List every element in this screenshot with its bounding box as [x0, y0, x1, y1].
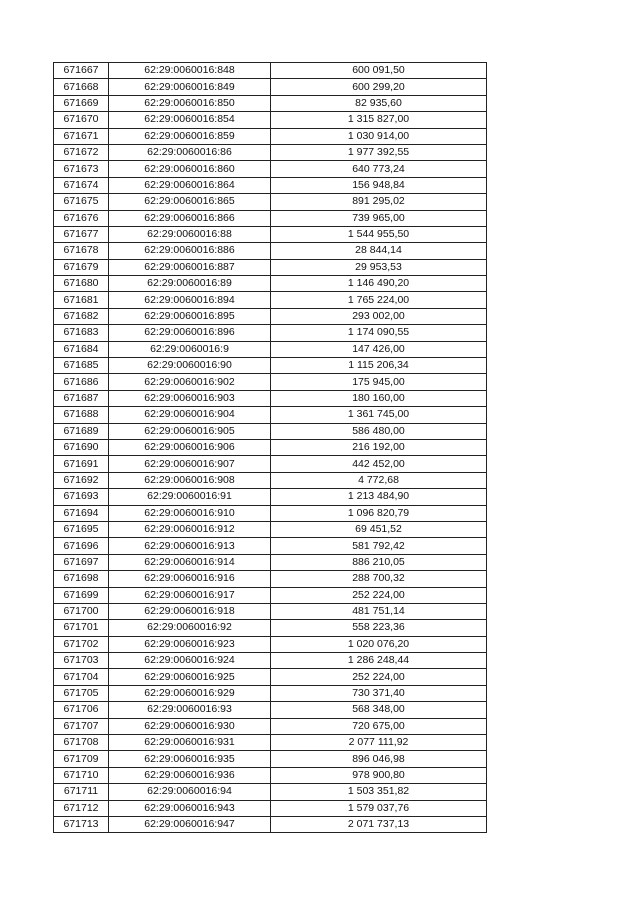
table-row	[54, 653, 487, 669]
cadastral-number-cell: 62:29:0060016:848	[109, 63, 271, 79]
row-number-cell: 671692	[54, 472, 109, 488]
table-row	[54, 784, 487, 800]
cadastral-number-cell: 62:29:0060016:906	[109, 439, 271, 455]
cadastral-number-cell: 62:29:0060016:902	[109, 374, 271, 390]
table-row	[54, 439, 487, 455]
row-number-cell: 671671	[54, 128, 109, 144]
table-row	[54, 521, 487, 537]
table-row	[54, 816, 487, 832]
table-row	[54, 407, 487, 423]
cadastral-number-cell: 62:29:0060016:854	[109, 112, 271, 128]
table-row	[54, 308, 487, 324]
cadastral-value-cell: 558 223,36	[271, 620, 487, 636]
row-number-cell: 671687	[54, 390, 109, 406]
row-number-cell: 671695	[54, 521, 109, 537]
cadastral-number-cell: 62:29:0060016:9	[109, 341, 271, 357]
row-number-cell: 671677	[54, 226, 109, 242]
table-row	[54, 735, 487, 751]
table-row	[54, 325, 487, 341]
table-row	[54, 702, 487, 718]
table-row	[54, 210, 487, 226]
cadastral-value-cell: 1 503 351,82	[271, 784, 487, 800]
table-row	[54, 505, 487, 521]
cadastral-value-cell: 1 174 090,55	[271, 325, 487, 341]
row-number-cell: 671679	[54, 259, 109, 275]
row-number-cell: 671705	[54, 685, 109, 701]
cadastral-value-cell: 481 751,14	[271, 603, 487, 619]
cadastral-value-cell: 1 146 490,20	[271, 276, 487, 292]
cadastral-number-cell: 62:29:0060016:866	[109, 210, 271, 226]
cadastral-value-cell: 28 844,14	[271, 243, 487, 259]
cadastral-number-cell: 62:29:0060016:859	[109, 128, 271, 144]
cadastral-value-cell: 586 480,00	[271, 423, 487, 439]
cadastral-number-cell: 62:29:0060016:908	[109, 472, 271, 488]
row-number-cell: 671703	[54, 653, 109, 669]
cadastral-value-cell: 156 948,84	[271, 177, 487, 193]
table-row	[54, 341, 487, 357]
cadastral-number-cell: 62:29:0060016:935	[109, 751, 271, 767]
cadastral-number-cell: 62:29:0060016:924	[109, 653, 271, 669]
cadastral-number-cell: 62:29:0060016:929	[109, 685, 271, 701]
row-number-cell: 671675	[54, 194, 109, 210]
table-row	[54, 79, 487, 95]
cadastral-number-cell: 62:29:0060016:918	[109, 603, 271, 619]
cadastral-number-cell: 62:29:0060016:850	[109, 95, 271, 111]
cadastral-number-cell: 62:29:0060016:910	[109, 505, 271, 521]
table-row	[54, 423, 487, 439]
cadastral-value-cell: 1 096 820,79	[271, 505, 487, 521]
table-row	[54, 456, 487, 472]
row-number-cell: 671707	[54, 718, 109, 734]
row-number-cell: 671676	[54, 210, 109, 226]
table-row	[54, 800, 487, 816]
cadastral-value-cell: 442 452,00	[271, 456, 487, 472]
table-row	[54, 489, 487, 505]
row-number-cell: 671674	[54, 177, 109, 193]
row-number-cell: 671712	[54, 800, 109, 816]
cadastral-value-cell: 1 286 248,44	[271, 653, 487, 669]
cadastral-number-cell: 62:29:0060016:905	[109, 423, 271, 439]
cadastral-number-cell: 62:29:0060016:90	[109, 358, 271, 374]
table-row	[54, 177, 487, 193]
row-number-cell: 671691	[54, 456, 109, 472]
table-row	[54, 554, 487, 570]
table-row	[54, 472, 487, 488]
cadastral-value-cell: 252 224,00	[271, 669, 487, 685]
cadastral-number-cell: 62:29:0060016:89	[109, 276, 271, 292]
cadastral-number-cell: 62:29:0060016:894	[109, 292, 271, 308]
cadastral-value-cell: 600 091,50	[271, 63, 487, 79]
row-number-cell: 671701	[54, 620, 109, 636]
cadastral-value-table	[53, 62, 487, 833]
row-number-cell: 671698	[54, 571, 109, 587]
cadastral-value-cell: 600 299,20	[271, 79, 487, 95]
cadastral-value-cell: 1 579 037,76	[271, 800, 487, 816]
table-row	[54, 571, 487, 587]
cadastral-value-cell: 568 348,00	[271, 702, 487, 718]
cadastral-number-cell: 62:29:0060016:907	[109, 456, 271, 472]
table-row	[54, 194, 487, 210]
row-number-cell: 671680	[54, 276, 109, 292]
table-row	[54, 374, 487, 390]
table-row	[54, 390, 487, 406]
table-row	[54, 718, 487, 734]
cadastral-value-cell: 581 792,42	[271, 538, 487, 554]
cadastral-number-cell: 62:29:0060016:936	[109, 767, 271, 783]
row-number-cell: 671704	[54, 669, 109, 685]
row-number-cell: 671669	[54, 95, 109, 111]
cadastral-value-cell: 720 675,00	[271, 718, 487, 734]
cadastral-number-cell: 62:29:0060016:92	[109, 620, 271, 636]
table-row	[54, 63, 487, 79]
row-number-cell: 671699	[54, 587, 109, 603]
row-number-cell: 671682	[54, 308, 109, 324]
cadastral-value-cell: 147 426,00	[271, 341, 487, 357]
row-number-cell: 671686	[54, 374, 109, 390]
document-sheet	[53, 62, 487, 833]
row-number-cell: 671710	[54, 767, 109, 783]
cadastral-value-cell: 1 977 392,55	[271, 144, 487, 160]
row-number-cell: 671683	[54, 325, 109, 341]
cadastral-value-cell: 252 224,00	[271, 587, 487, 603]
cadastral-value-cell: 886 210,05	[271, 554, 487, 570]
row-number-cell: 671697	[54, 554, 109, 570]
cadastral-number-cell: 62:29:0060016:904	[109, 407, 271, 423]
cadastral-number-cell: 62:29:0060016:917	[109, 587, 271, 603]
cadastral-value-cell: 730 371,40	[271, 685, 487, 701]
cadastral-value-cell: 1 020 076,20	[271, 636, 487, 652]
cadastral-number-cell: 62:29:0060016:903	[109, 390, 271, 406]
row-number-cell: 671700	[54, 603, 109, 619]
row-number-cell: 671684	[54, 341, 109, 357]
cadastral-value-cell: 1 213 484,90	[271, 489, 487, 505]
cadastral-number-cell: 62:29:0060016:860	[109, 161, 271, 177]
cadastral-number-cell: 62:29:0060016:912	[109, 521, 271, 537]
table-row	[54, 636, 487, 652]
cadastral-value-cell: 896 046,98	[271, 751, 487, 767]
cadastral-value-cell: 1 030 914,00	[271, 128, 487, 144]
row-number-cell: 671690	[54, 439, 109, 455]
table-row	[54, 161, 487, 177]
row-number-cell: 671673	[54, 161, 109, 177]
table-row	[54, 243, 487, 259]
row-number-cell: 671681	[54, 292, 109, 308]
cadastral-number-cell: 62:29:0060016:849	[109, 79, 271, 95]
table-row	[54, 259, 487, 275]
cadastral-value-cell: 82 935,60	[271, 95, 487, 111]
table-row	[54, 144, 487, 160]
table-row	[54, 685, 487, 701]
cadastral-value-cell: 29 953,53	[271, 259, 487, 275]
cadastral-number-cell: 62:29:0060016:864	[109, 177, 271, 193]
table-row	[54, 112, 487, 128]
row-number-cell: 671694	[54, 505, 109, 521]
row-number-cell: 671696	[54, 538, 109, 554]
row-number-cell: 671713	[54, 816, 109, 832]
cadastral-number-cell: 62:29:0060016:913	[109, 538, 271, 554]
cadastral-number-cell: 62:29:0060016:931	[109, 735, 271, 751]
table-row	[54, 767, 487, 783]
cadastral-value-cell: 739 965,00	[271, 210, 487, 226]
cadastral-value-cell: 640 773,24	[271, 161, 487, 177]
cadastral-number-cell: 62:29:0060016:91	[109, 489, 271, 505]
cadastral-number-cell: 62:29:0060016:86	[109, 144, 271, 160]
row-number-cell: 671689	[54, 423, 109, 439]
cadastral-number-cell: 62:29:0060016:916	[109, 571, 271, 587]
cadastral-number-cell: 62:29:0060016:93	[109, 702, 271, 718]
cadastral-value-cell: 4 772,68	[271, 472, 487, 488]
table-body	[54, 63, 487, 833]
cadastral-value-cell: 2 071 737,13	[271, 816, 487, 832]
table-row	[54, 587, 487, 603]
cadastral-value-cell: 1 361 745,00	[271, 407, 487, 423]
cadastral-number-cell: 62:29:0060016:947	[109, 816, 271, 832]
table-row	[54, 538, 487, 554]
cadastral-value-cell: 1 315 827,00	[271, 112, 487, 128]
cadastral-value-cell: 1 765 224,00	[271, 292, 487, 308]
cadastral-value-cell: 891 295,02	[271, 194, 487, 210]
cadastral-number-cell: 62:29:0060016:865	[109, 194, 271, 210]
cadastral-number-cell: 62:29:0060016:896	[109, 325, 271, 341]
cadastral-value-cell: 288 700,32	[271, 571, 487, 587]
cadastral-value-cell: 1 544 955,50	[271, 226, 487, 242]
row-number-cell: 671678	[54, 243, 109, 259]
row-number-cell: 671667	[54, 63, 109, 79]
cadastral-number-cell: 62:29:0060016:923	[109, 636, 271, 652]
table-row	[54, 751, 487, 767]
cadastral-value-cell: 978 900,80	[271, 767, 487, 783]
cadastral-number-cell: 62:29:0060016:943	[109, 800, 271, 816]
table-row	[54, 292, 487, 308]
row-number-cell: 671706	[54, 702, 109, 718]
row-number-cell: 671693	[54, 489, 109, 505]
cadastral-number-cell: 62:29:0060016:914	[109, 554, 271, 570]
cadastral-value-cell: 180 160,00	[271, 390, 487, 406]
cadastral-number-cell: 62:29:0060016:94	[109, 784, 271, 800]
table-row	[54, 603, 487, 619]
cadastral-number-cell: 62:29:0060016:895	[109, 308, 271, 324]
row-number-cell: 671711	[54, 784, 109, 800]
table-row	[54, 226, 487, 242]
row-number-cell: 671688	[54, 407, 109, 423]
table-row	[54, 358, 487, 374]
cadastral-number-cell: 62:29:0060016:88	[109, 226, 271, 242]
row-number-cell: 671668	[54, 79, 109, 95]
cadastral-number-cell: 62:29:0060016:930	[109, 718, 271, 734]
table-row	[54, 669, 487, 685]
row-number-cell: 671708	[54, 735, 109, 751]
cadastral-number-cell: 62:29:0060016:886	[109, 243, 271, 259]
table-row	[54, 276, 487, 292]
cadastral-value-cell: 1 115 206,34	[271, 358, 487, 374]
row-number-cell: 671709	[54, 751, 109, 767]
cadastral-value-cell: 293 002,00	[271, 308, 487, 324]
row-number-cell: 671685	[54, 358, 109, 374]
cadastral-number-cell: 62:29:0060016:925	[109, 669, 271, 685]
cadastral-value-cell: 2 077 111,92	[271, 735, 487, 751]
cadastral-number-cell: 62:29:0060016:887	[109, 259, 271, 275]
row-number-cell: 671702	[54, 636, 109, 652]
cadastral-value-cell: 175 945,00	[271, 374, 487, 390]
table-row	[54, 620, 487, 636]
table-row	[54, 95, 487, 111]
table-row	[54, 128, 487, 144]
cadastral-value-cell: 69 451,52	[271, 521, 487, 537]
cadastral-value-cell: 216 192,00	[271, 439, 487, 455]
row-number-cell: 671670	[54, 112, 109, 128]
row-number-cell: 671672	[54, 144, 109, 160]
